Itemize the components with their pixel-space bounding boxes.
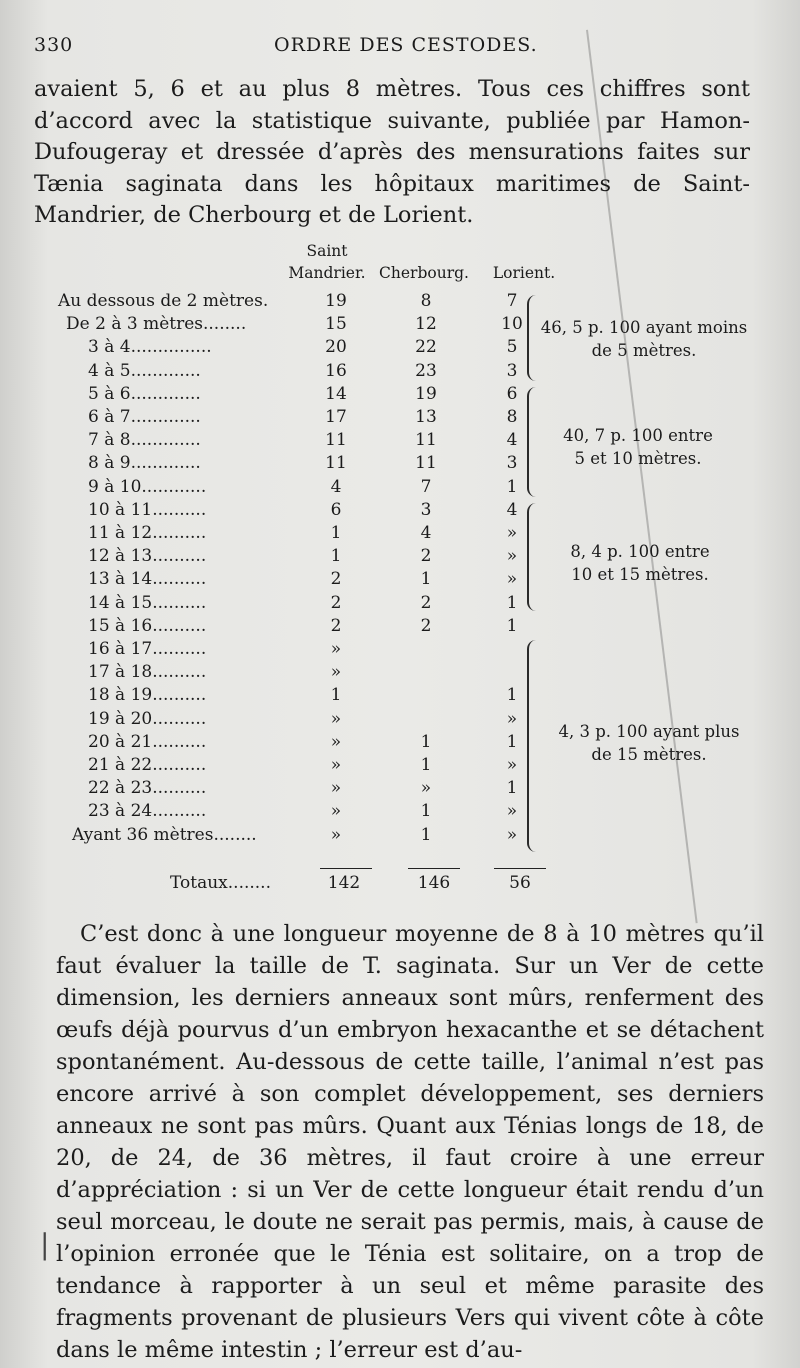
cell-cherbourg: 1 (420, 824, 432, 845)
cell-lorient: » (506, 569, 518, 590)
cell-cherbourg: 2 (420, 546, 432, 567)
cell-saint-mandrier: 14 (325, 383, 347, 404)
cell-cherbourg: 1 (420, 731, 432, 752)
cell-lorient: » (506, 801, 518, 822)
cell-saint-mandrier: 15 (325, 314, 347, 335)
table-row (0, 406, 800, 428)
cell-lorient: 10 (501, 314, 523, 335)
cell-cherbourg: 1 (420, 755, 432, 775)
row-length-label: 14 à 15.......... (88, 592, 207, 613)
cell-cherbourg: 23 (415, 360, 437, 381)
row-length-label: 20 à 21.......... (88, 731, 207, 752)
percentage-note-3: 8, 4 p. 100 entre 10 et 15 mètres. (570, 542, 710, 584)
cell-cherbourg: 19 (415, 383, 437, 404)
cell-lorient: 6 (506, 383, 518, 404)
row-length-label: 15 à 16.......... (88, 615, 207, 636)
table-row (0, 754, 800, 776)
totals-rule-1 (320, 868, 372, 869)
cell-cherbourg: 1 (420, 569, 432, 590)
column-header-saint-mandrier: Saint Mandrier. (288, 242, 366, 282)
table-row (0, 731, 800, 753)
totals-row (0, 872, 800, 894)
table-row (0, 452, 800, 474)
total-lorient: 56 (509, 873, 531, 893)
table-row (0, 684, 800, 706)
statistics-table (0, 240, 800, 900)
cell-saint-mandrier: 2 (330, 592, 342, 613)
cell-saint-mandrier: » (330, 731, 342, 752)
cell-lorient: 5 (506, 337, 518, 358)
cell-saint-mandrier: 1 (330, 685, 342, 706)
totals-rule-3 (494, 868, 546, 869)
cell-lorient: 1 (506, 615, 518, 636)
cell-saint-mandrier: » (330, 801, 342, 822)
row-length-label: 3 à 4............... (88, 337, 212, 358)
cell-saint-mandrier: » (330, 755, 342, 775)
cell-lorient: 1 (506, 592, 518, 613)
cell-saint-mandrier: » (330, 778, 342, 799)
intro-text: avaient 5, 6 et au plus 8 mètres. Tous ces chiffres sont d’accord avec la statistique suivante, publiée par Hamon-Dufougeray et dressée d’après des mensurations faites sur Tænia saginata dans les hôpitaux maritimes de Saint-Mandrier, de Cherbourg et de Lorient. (34, 76, 750, 228)
cell-saint-mandrier: 16 (325, 360, 347, 381)
cell-cherbourg: 22 (415, 337, 437, 358)
cell-lorient: » (506, 523, 518, 543)
row-length-label: 8 à 9............. (88, 453, 201, 474)
table-row (0, 777, 800, 799)
cell-cherbourg: 4 (420, 523, 432, 543)
table-row (0, 522, 800, 544)
total-saint-mandrier: 142 (327, 873, 361, 893)
cell-saint-mandrier: 19 (325, 291, 347, 311)
table-row (0, 708, 800, 730)
cell-lorient: 8 (506, 407, 518, 427)
cell-cherbourg: 2 (420, 615, 432, 636)
cell-cherbourg: 11 (415, 453, 437, 474)
row-length-label: 16 à 17.......... (88, 639, 207, 659)
cell-lorient: 7 (506, 291, 518, 311)
percentage-note-1: 46, 5 p. 100 ayant moins de 5 mètres. (540, 318, 748, 360)
cell-saint-mandrier: 1 (330, 523, 342, 543)
intro-paragraph (34, 74, 750, 232)
cell-saint-mandrier: 17 (325, 407, 347, 427)
table-row (0, 360, 800, 382)
cell-lorient: 3 (506, 360, 518, 381)
cell-saint-mandrier: 11 (325, 453, 347, 474)
table-row (0, 313, 800, 335)
row-length-label: 11 à 12.......... (88, 523, 207, 543)
cell-lorient: » (506, 708, 518, 729)
cell-cherbourg: 8 (420, 291, 432, 311)
row-length-label: 22 à 23.......... (88, 778, 207, 799)
cell-lorient: 1 (506, 685, 518, 706)
table-row (0, 336, 800, 358)
table-row (0, 429, 800, 451)
table-row (0, 592, 800, 614)
cell-saint-mandrier: 1 (330, 546, 342, 567)
percentage-note-4: 4, 3 p. 100 ayant plus de 15 mètres. (558, 722, 740, 764)
column-header-lorient: Lorient. (492, 264, 556, 282)
cell-lorient: 4 (506, 499, 518, 520)
cell-lorient: » (506, 824, 518, 845)
column-header-cherbourg: Cherbourg. (379, 264, 469, 282)
table-row (0, 545, 800, 567)
cell-saint-mandrier: 2 (330, 569, 342, 590)
cell-saint-mandrier: 6 (330, 499, 342, 520)
table-row (0, 800, 800, 822)
table-row (0, 824, 800, 846)
cell-cherbourg: 7 (420, 476, 432, 497)
table-row (0, 615, 800, 637)
table-row (0, 383, 800, 405)
cell-lorient: 3 (506, 453, 518, 474)
cell-lorient: 1 (506, 778, 518, 799)
totals-label: Totaux........ (170, 873, 271, 893)
table-row (0, 568, 800, 590)
row-length-label: 18 à 19.......... (88, 685, 207, 706)
cell-lorient: 4 (506, 430, 518, 451)
cell-cherbourg: 3 (420, 499, 432, 520)
cell-saint-mandrier: 2 (330, 615, 342, 636)
cell-lorient: » (506, 755, 518, 775)
row-length-label: 7 à 8............. (88, 430, 201, 451)
cell-saint-mandrier: » (330, 639, 342, 659)
page-number: 330 (34, 34, 74, 56)
running-head (34, 34, 760, 60)
totals-rule-2 (408, 868, 460, 869)
row-length-label: 17 à 18.......... (88, 662, 207, 683)
row-length-label: 6 à 7............. (88, 407, 201, 427)
row-length-label: 5 à 6............. (88, 383, 201, 404)
cell-saint-mandrier: » (330, 824, 342, 845)
cell-saint-mandrier: 11 (325, 430, 347, 451)
table-row (0, 290, 800, 312)
row-length-label: Ayant 36 mètres........ (72, 824, 257, 845)
body-text: C’est donc à une longueur moyenne de 8 à 10 mètres qu’il faut évaluer la taille de T. saginata. Sur un Ver de cette dimension, les derniers anneaux sont mûrs, renferment des œufs déjà pourvus d’un embryon hexacanthe et se détachent spontanément. Au-dessous de cette taille, l’animal n’est pas encore arrivé à son complet développement, ses derniers anneaux ne sont pas mûrs. Quant aux Ténias longs de 18, de 20, de 24, de 36 mètres, il faut croire à une erreur d’appréciation : si un Ver de cette longueur était rendu d’un seul morceau, le doute ne serait pas permis, mais, à cause de l’opinion erronée que le Ténia est solitaire, on a trop de tendance à rapporter à un seul et même parasite des fragments provenant de plusieurs Vers qui vivent côte à côte dans le même intestin ; l’erreur est d’au- (56, 921, 764, 1363)
table-row (0, 476, 800, 498)
row-length-label: Au dessous de 2 mètres. (58, 291, 269, 311)
percentage-note-2: 40, 7 p. 100 entre 5 et 10 mètres. (563, 426, 713, 468)
header-title: ORDRE DES CESTODES. (274, 34, 538, 56)
row-length-label: De 2 à 3 mètres........ (66, 314, 247, 335)
cell-lorient: » (506, 546, 518, 567)
cell-cherbourg: 2 (420, 592, 432, 613)
table-row (0, 638, 800, 660)
total-cherbourg: 146 (417, 873, 451, 893)
cell-cherbourg: 12 (415, 314, 437, 335)
cell-cherbourg: » (420, 778, 432, 799)
cell-saint-mandrier: 20 (325, 337, 347, 358)
row-length-label: 4 à 5............. (88, 360, 201, 381)
cell-cherbourg: 11 (415, 430, 437, 451)
margin-pencil-mark: | (40, 1228, 50, 1261)
body-paragraph (56, 918, 764, 1366)
row-length-label: 19 à 20.......... (88, 708, 207, 729)
cell-saint-mandrier: » (330, 708, 342, 729)
table-row (0, 661, 800, 683)
cell-saint-mandrier: » (330, 662, 342, 683)
cell-saint-mandrier: 4 (330, 476, 342, 497)
cell-lorient: 1 (506, 731, 518, 752)
row-length-label: 12 à 13.......... (88, 546, 207, 567)
cell-cherbourg: 13 (415, 407, 437, 427)
table-row (0, 499, 800, 521)
cell-lorient: 1 (506, 476, 518, 497)
cell-cherbourg: 1 (420, 801, 432, 822)
row-length-label: 9 à 10............ (88, 476, 207, 497)
row-length-label: 10 à 11.......... (88, 499, 207, 520)
row-length-label: 23 à 24.......... (88, 801, 207, 822)
row-length-label: 21 à 22.......... (88, 755, 207, 775)
row-length-label: 13 à 14.......... (88, 569, 207, 590)
